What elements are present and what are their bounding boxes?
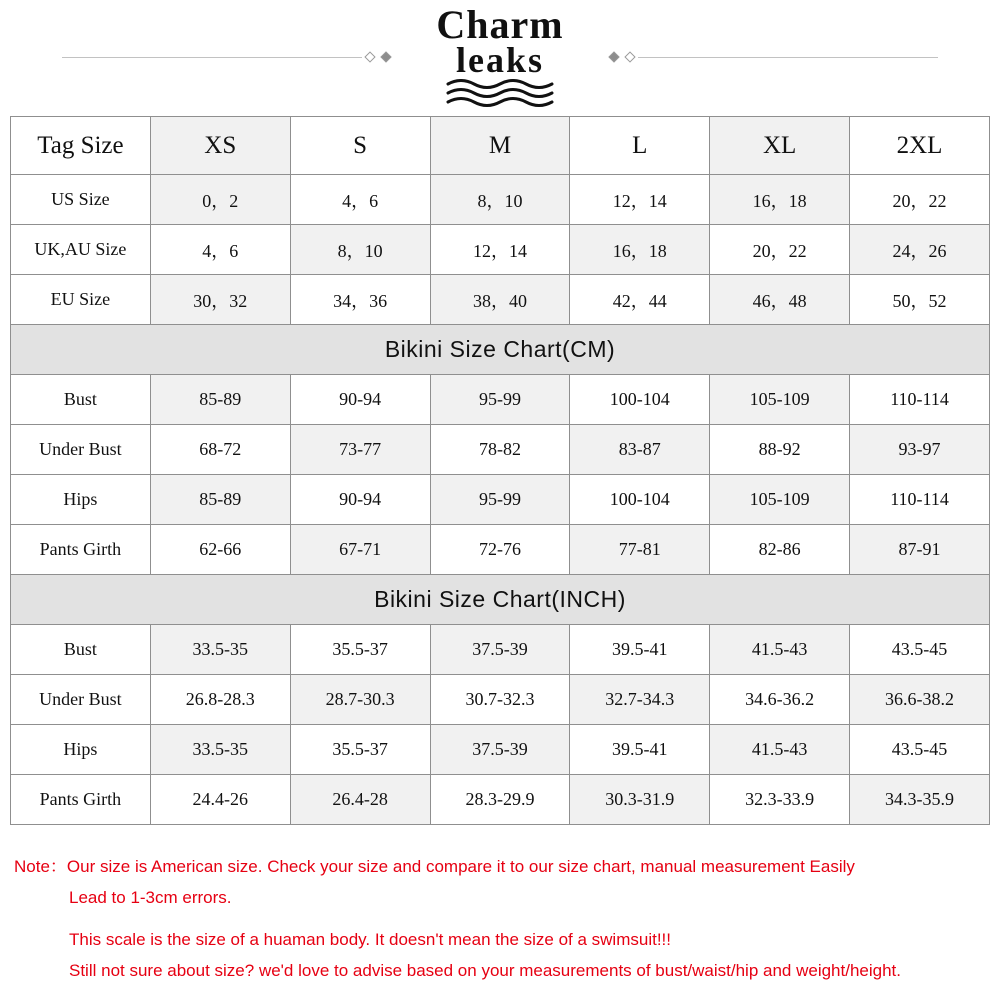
size-cell: 37.5-39 bbox=[430, 725, 570, 775]
size-cell: 24，26 bbox=[850, 225, 990, 275]
notes bbox=[14, 851, 986, 987]
table-row bbox=[11, 175, 990, 225]
size-cell: 35.5-37 bbox=[290, 625, 430, 675]
size-cell: 39.5-41 bbox=[570, 625, 710, 675]
divider-left bbox=[62, 53, 394, 61]
size-cell: 20，22 bbox=[850, 175, 990, 225]
logo-waves-icon bbox=[444, 79, 556, 109]
size-cell: 35.5-37 bbox=[290, 725, 430, 775]
note-line-4: Still not sure about size? we'd love to advise based on your measurements of bust/waist/hip and weight/height. bbox=[69, 961, 902, 981]
section-title-row bbox=[11, 575, 990, 625]
size-cell: 90-94 bbox=[290, 475, 430, 525]
size-cell: 37.5-39 bbox=[430, 625, 570, 675]
size-cell: 12，14 bbox=[430, 225, 570, 275]
table-row bbox=[11, 225, 990, 275]
size-cell: 28.3-29.9 bbox=[430, 775, 570, 825]
size-cell: 30.7-32.3 bbox=[430, 675, 570, 725]
note-line-3: This scale is the size of a huaman body. It doesn't mean the size of a swimsuit!!! bbox=[69, 929, 671, 949]
size-cell: 110-114 bbox=[850, 475, 990, 525]
size-table bbox=[10, 116, 990, 825]
size-cell: 105-109 bbox=[710, 475, 850, 525]
row-label: Bust bbox=[11, 375, 151, 425]
size-cell: 39.5-41 bbox=[570, 725, 710, 775]
size-cell: 68-72 bbox=[150, 425, 290, 475]
table-row bbox=[11, 475, 990, 525]
header-size-s: S bbox=[290, 117, 430, 175]
table-header-row bbox=[11, 117, 990, 175]
size-cell: 12，14 bbox=[570, 175, 710, 225]
table-row bbox=[11, 275, 990, 325]
size-cell: 28.7-30.3 bbox=[290, 675, 430, 725]
size-cell: 26.8-28.3 bbox=[150, 675, 290, 725]
row-label: Hips bbox=[11, 475, 151, 525]
size-cell: 8，10 bbox=[290, 225, 430, 275]
size-cell: 87-91 bbox=[850, 525, 990, 575]
size-cell: 100-104 bbox=[570, 475, 710, 525]
size-cell: 110-114 bbox=[850, 375, 990, 425]
note-line-2: Lead to 1-3cm errors. bbox=[69, 888, 232, 908]
note-line-1-row bbox=[14, 851, 986, 882]
size-cell: 82-86 bbox=[710, 525, 850, 575]
size-cell: 16，18 bbox=[570, 225, 710, 275]
divider-line bbox=[62, 57, 362, 58]
size-cell: 95-99 bbox=[430, 375, 570, 425]
size-cell: 33.5-35 bbox=[150, 725, 290, 775]
table-row bbox=[11, 675, 990, 725]
table-row bbox=[11, 625, 990, 675]
size-cell: 78-82 bbox=[430, 425, 570, 475]
size-cell: 43.5-45 bbox=[850, 725, 990, 775]
row-label: Under Bust bbox=[11, 675, 151, 725]
size-cell: 43.5-45 bbox=[850, 625, 990, 675]
diamond-icon bbox=[608, 51, 619, 62]
size-cell: 4，6 bbox=[290, 175, 430, 225]
table-row bbox=[11, 375, 990, 425]
table-row bbox=[11, 525, 990, 575]
size-cell: 30，32 bbox=[150, 275, 290, 325]
size-cell: 32.3-33.9 bbox=[710, 775, 850, 825]
divider-line bbox=[638, 57, 938, 58]
size-cell: 33.5-35 bbox=[150, 625, 290, 675]
size-cell: 46，48 bbox=[710, 275, 850, 325]
size-cell: 95-99 bbox=[430, 475, 570, 525]
header-size-l: L bbox=[570, 117, 710, 175]
size-cell: 8，10 bbox=[430, 175, 570, 225]
note-label: Note： bbox=[14, 857, 67, 876]
size-cell: 72-76 bbox=[430, 525, 570, 575]
brand-logo bbox=[410, 1, 590, 109]
size-cell: 85-89 bbox=[150, 475, 290, 525]
table-row bbox=[11, 425, 990, 475]
row-label: US Size bbox=[11, 175, 151, 225]
size-cell: 34.3-35.9 bbox=[850, 775, 990, 825]
row-label: EU Size bbox=[11, 275, 151, 325]
table-row bbox=[11, 775, 990, 825]
row-label: Pants Girth bbox=[11, 775, 151, 825]
size-cell: 90-94 bbox=[290, 375, 430, 425]
size-cell: 85-89 bbox=[150, 375, 290, 425]
row-label: Bust bbox=[11, 625, 151, 675]
size-cell: 0，2 bbox=[150, 175, 290, 225]
header-tag-size: Tag Size bbox=[11, 117, 151, 175]
header-size-xs: XS bbox=[150, 117, 290, 175]
size-cell: 38，40 bbox=[430, 275, 570, 325]
size-cell: 83-87 bbox=[570, 425, 710, 475]
header-size-m: M bbox=[430, 117, 570, 175]
size-cell: 16，18 bbox=[710, 175, 850, 225]
row-label: Pants Girth bbox=[11, 525, 151, 575]
brand-logo-line1: Charm bbox=[436, 1, 564, 47]
row-label: Under Bust bbox=[11, 425, 151, 475]
table-row bbox=[11, 725, 990, 775]
diamond-icon bbox=[380, 51, 391, 62]
size-cell: 41.5-43 bbox=[710, 725, 850, 775]
size-cell: 41.5-43 bbox=[710, 625, 850, 675]
size-cell: 73-77 bbox=[290, 425, 430, 475]
divider-right bbox=[606, 53, 938, 61]
diamond-icon bbox=[364, 51, 375, 62]
size-cell: 26.4-28 bbox=[290, 775, 430, 825]
size-cell: 24.4-26 bbox=[150, 775, 290, 825]
brand-logo-line2: leaks bbox=[455, 39, 544, 80]
size-cell: 20，22 bbox=[710, 225, 850, 275]
size-cell: 32.7-34.3 bbox=[570, 675, 710, 725]
brand-header bbox=[0, 0, 1000, 112]
note-line-1: Our size is American size. Check your size and compare it to our size chart, manual measurement Easily bbox=[66, 857, 855, 876]
size-cell: 105-109 bbox=[710, 375, 850, 425]
size-cell: 77-81 bbox=[570, 525, 710, 575]
size-cell: 42，44 bbox=[570, 275, 710, 325]
section-title-inch: Bikini Size Chart(INCH) bbox=[11, 575, 990, 625]
row-label: UK,AU Size bbox=[11, 225, 151, 275]
size-cell: 62-66 bbox=[150, 525, 290, 575]
size-cell: 34.6-36.2 bbox=[710, 675, 850, 725]
size-cell: 100-104 bbox=[570, 375, 710, 425]
size-cell: 4，6 bbox=[150, 225, 290, 275]
size-cell: 88-92 bbox=[710, 425, 850, 475]
size-cell: 30.3-31.9 bbox=[570, 775, 710, 825]
size-cell: 67-71 bbox=[290, 525, 430, 575]
section-title-cm: Bikini Size Chart(CM) bbox=[11, 325, 990, 375]
header-size-2xl: 2XL bbox=[850, 117, 990, 175]
diamond-icon bbox=[624, 51, 635, 62]
size-cell: 36.6-38.2 bbox=[850, 675, 990, 725]
header-size-xl: XL bbox=[710, 117, 850, 175]
size-cell: 34，36 bbox=[290, 275, 430, 325]
row-label: Hips bbox=[11, 725, 151, 775]
section-title-row bbox=[11, 325, 990, 375]
size-cell: 50，52 bbox=[850, 275, 990, 325]
size-cell: 93-97 bbox=[850, 425, 990, 475]
